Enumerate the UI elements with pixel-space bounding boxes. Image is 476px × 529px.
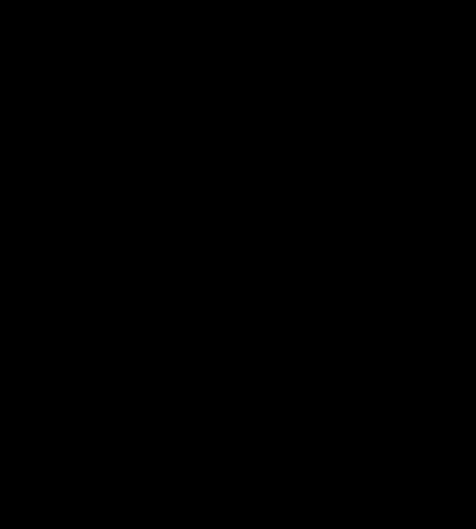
paragraph-lokal-1: Lokal mieszkalny nr 1 położony jest na I piętrze budynku eksploatacyjno-mieszkalnego stanowiącego własność Poczty Polskiej S.A. Składa się z 3 izb o łącznej powierzchni użytkowej 56,93 m², w tym powierzchni pokoi 33,72 m² (1 pokój 28,09 m², 2 pokój 5,63 m²), kuchni 12,99 m², przedpokój 4,41 m², łazienka z wc 5,81 m². Do lokalu mieszkalnego przynależy pomieszczenie w piwnicy o powierzchni użytkowej 10,08 m². Stan techniczny lokalu przeciętny.	[20, 61, 460, 150]
paragraph-lokal-2: Lokal mieszkalny nr 2 położony jest na I piętrze budynku eksploatacyjno-mieszkalnego stanowiącego własność Poczty Polskiej S.A. Składa się z 4 izb o łącznej powierzchni użytkowej 62,01 m², w tym powierzchni pokoi 40,66 m² (1 pokój 22,50 m² 2 pokój 9,04 m², 3 pokój 9,12 m²), kuchni 9,42 m², przedpokój 6,01 m², łazienka z wc 5,92 m². Do lokalu mieszkalnego przynależy pomieszczenie w piwnicy o powierzchni użytkowej 25,70 m². Stan techniczny lokalu przeciętny.	[20, 231, 460, 320]
document-title: Opis przedmiotu wynajmu:	[139, 14, 337, 31]
paragraph-wyposazenie: Wyposażenie lokalu nr 1 i nr 2 stanowi instalacja elektryczna, centralnego ogrzewania i wodno-kanalizacyjna. Najemcy lokali mieszkalnych, oprócz czynszu, będą uiszczać opłaty obejmujące koszty: centralnego ogrzewania, zużycia wody, odprowadzenia ścieków i wywozu nieczystości stałych. Koszty energii elektrycznej będą pokrywane przez najemców w oparciu o odrębne umowy, zawarte indywidualnie przez najemców z dostawcą media.	[20, 388, 460, 477]
